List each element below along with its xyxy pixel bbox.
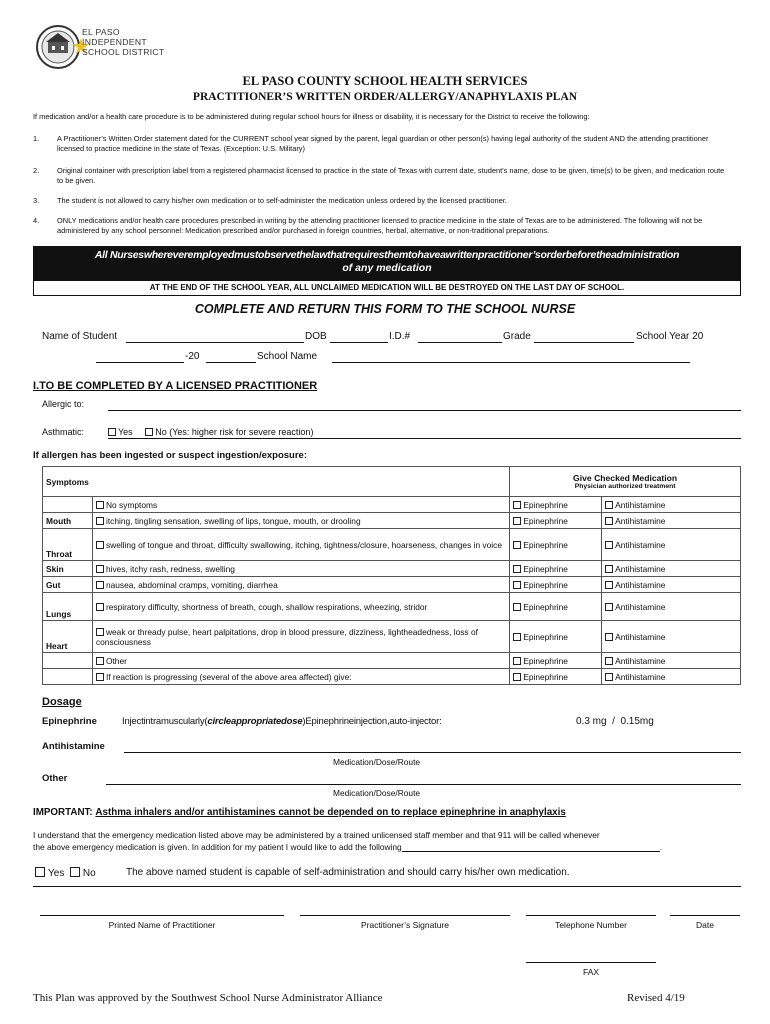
printed-name-field[interactable] (40, 915, 284, 916)
fax-field[interactable] (526, 962, 656, 963)
other-dosage-field[interactable] (106, 784, 741, 785)
asthmatic-yes-checkbox[interactable] (108, 428, 116, 436)
epinephrine-cell: Epinephrine (510, 621, 602, 653)
symptom-checkbox[interactable] (96, 517, 104, 525)
school-year-field-start[interactable] (96, 362, 184, 363)
antihistamine-checkbox[interactable] (605, 657, 613, 665)
self-admin-yes-checkbox[interactable] (35, 867, 45, 877)
symptom-cell: Other (92, 653, 509, 669)
footer-approval: This Plan was approved by the Southwest School Nurse Administrator Alliance (33, 992, 383, 1004)
symptom-checkbox[interactable] (96, 603, 104, 611)
epinephrine-checkbox[interactable] (513, 501, 521, 509)
antihistamine-cell: Antihistamine (602, 497, 741, 513)
unclaimed-medication-notice: AT THE END OF THE SCHOOL YEAR, ALL UNCLAIMED MEDICATION WILL BE DESTROYED ON THE LAST DAY OF SCHOOL. (33, 280, 741, 296)
area-label: Mouth (43, 513, 93, 529)
symptom-cell: If reaction is progressing (several of the above area affected) give: (92, 669, 509, 685)
antihistamine-checkbox[interactable] (605, 603, 613, 611)
epinephrine-cell: Epinephrine (510, 497, 602, 513)
symptom-cell: hives, itchy rash, redness, swelling (92, 561, 509, 577)
school-name-field[interactable] (332, 362, 690, 363)
signature-caption: Practitioner’s Signature (360, 920, 450, 930)
symptom-checkbox[interactable] (96, 673, 104, 681)
dob-label: DOB (305, 331, 327, 342)
logo-text: EL PASO INDEPENDENT SCHOOL DISTRICT (82, 27, 165, 57)
antihistamine-cell: Antihistamine (602, 561, 741, 577)
nurse-law-banner: All Nurseswhereveremployedmustobservethelawthatrequiresthemtohaveawrittenpractitioner’sorderbeforetheadministration of any medication (33, 246, 741, 280)
med-dose-route-caption-2: Medication/Dose/Route (333, 788, 421, 798)
other-dosage-label: Other (42, 773, 68, 784)
divider (33, 886, 741, 887)
allergic-field[interactable] (108, 410, 741, 411)
antihistamine-checkbox[interactable] (605, 517, 613, 525)
antihistamine-cell: Antihistamine (602, 669, 741, 685)
allergic-label: Allergic to: (42, 399, 85, 409)
symptom-checkbox[interactable] (96, 581, 104, 589)
intro-text: If medication and/or a health care procedure is to be administered during regular school hours for illness or disability, it is necessary for the District to receive the following: (33, 112, 590, 121)
symptom-checkbox[interactable] (96, 501, 104, 509)
antihistamine-checkbox[interactable] (605, 565, 613, 573)
epinephrine-cell: Epinephrine (510, 669, 602, 685)
fax-caption: FAX (582, 967, 600, 977)
give-medication-header: Give Checked Medication Physician authorized treatment (510, 467, 741, 497)
antihistamine-checkbox[interactable] (605, 541, 613, 549)
date-field[interactable] (670, 915, 740, 916)
item-number: 1. (33, 134, 40, 143)
school-year-field-end[interactable] (206, 362, 256, 363)
signature-field[interactable] (300, 915, 510, 916)
item-number: 4. (33, 216, 40, 225)
self-admin-yes-label: Yes (48, 868, 65, 879)
item-text: Original container with prescription label from a registered pharmacist licensed to practice in the state of Texas with current date, student’s name, dose to be given, time(s) to be given, and medication route to be given. (57, 166, 725, 185)
area-label (43, 669, 93, 685)
symptom-cell: weak or thready pulse, heart palpitations, drop in blood pressure, dizziness, lightheadedness, loss of consciousness (92, 621, 509, 653)
epinephrine-checkbox[interactable] (513, 565, 521, 573)
date-caption: Date (696, 920, 714, 930)
form-title: EL PASO COUNTY SCHOOL HEALTH SERVICES (242, 74, 528, 88)
area-label: Gut (43, 577, 93, 593)
area-label: Lungs (43, 593, 93, 621)
antihistamine-cell: Antihistamine (602, 653, 741, 669)
asthmatic-options (108, 427, 741, 439)
med-dose-route-caption: Medication/Dose/Route (333, 757, 421, 767)
student-name-label: Name of Student (42, 331, 118, 342)
form-subtitle: PRACTITIONER’S WRITTEN ORDER/ALLERGY/ANAPHYLAXIS PLAN (192, 91, 578, 103)
item-text: A Practitioner’s Written Order statement dated for the CURRENT school year signed by the parent, legal guardian or other person(s) having legal authority of the student AND the attending practitioner licensed to practice medicine in the state of Texas. (Exception: U.S. Military) (57, 134, 709, 153)
symptom-checkbox[interactable] (96, 541, 104, 549)
item-text: The student is not allowed to carry his/her own medication or to self-administer the medication unless ordered by the licensed practitioner. (57, 196, 507, 205)
complete-return-heading: COMPLETE AND RETURN THIS FORM TO THE SCHOOL NURSE (194, 302, 576, 316)
epinephrine-checkbox[interactable] (513, 673, 521, 681)
self-admin-no-label: No (82, 868, 96, 879)
asthmatic-yes-label: Yes (118, 427, 133, 437)
item-number: 3. (33, 196, 40, 205)
id-field[interactable] (418, 342, 502, 343)
symptoms-header: Symptoms (43, 467, 510, 497)
additional-instructions-field[interactable] (402, 851, 660, 852)
area-label: Throat (43, 529, 93, 561)
area-label: Skin (43, 561, 93, 577)
printed-name-caption: Printed Name of Practitioner (108, 920, 216, 930)
epinephrine-cell: Epinephrine (510, 653, 602, 669)
symptoms-table (42, 466, 741, 685)
self-admin-no-checkbox[interactable] (70, 867, 80, 877)
epinephrine-checkbox[interactable] (513, 633, 521, 641)
school-year-label: School Year 20 (636, 331, 704, 342)
epinephrine-checkbox[interactable] (513, 603, 521, 611)
student-name-field[interactable] (126, 342, 304, 343)
symptom-cell: nausea, abdominal cramps, vomiting, diarrhea (92, 577, 509, 593)
antihistamine-cell: Antihistamine (602, 513, 741, 529)
epinephrine-dose-options[interactable]: 0.3 mg / 0.15mg (576, 716, 654, 727)
asthmatic-no-checkbox[interactable] (145, 428, 153, 436)
epinephrine-cell: Epinephrine (510, 561, 602, 577)
footer-revised: Revised 4/19 (627, 992, 685, 1004)
antihistamine-cell: Antihistamine (602, 621, 741, 653)
antihistamine-dosage-field[interactable] (124, 752, 741, 753)
symptom-checkbox[interactable] (96, 657, 104, 665)
telephone-field[interactable] (526, 915, 656, 916)
important-note: IMPORTANT: Asthma inhalers and/or antihistamines cannot be depended on to replace epinephrine in anaphylaxis (33, 807, 566, 818)
id-label: I.D.# (389, 331, 411, 342)
antihistamine-cell: Antihistamine (602, 577, 741, 593)
symptom-cell: itching, tingling sensation, swelling of lips, tongue, mouth, or drooling (92, 513, 509, 529)
grade-field[interactable] (534, 342, 634, 343)
epinephrine-checkbox[interactable] (513, 517, 521, 525)
symptom-cell: respiratory difficulty, shortness of breath, cough, shallow respirations, wheezing, stridor (92, 593, 509, 621)
antihistamine-checkbox[interactable] (605, 501, 613, 509)
dob-field[interactable] (330, 342, 388, 343)
epinephrine-checkbox[interactable] (513, 581, 521, 589)
antihistamine-dosage-label: Antihistamine (42, 741, 105, 752)
area-label: Heart (43, 621, 93, 653)
symptom-checkbox[interactable] (96, 565, 104, 573)
area-label (43, 497, 93, 513)
area-label (43, 653, 93, 669)
epinephrine-dosage-text: Injectintramuscularly(circleappropriatedose)Epinephrineinjection,auto-injector: (122, 716, 442, 727)
epinephrine-dosage-label: Epinephrine (42, 716, 97, 727)
antihistamine-cell: Antihistamine (602, 529, 741, 561)
antihistamine-cell: Antihistamine (602, 593, 741, 621)
asthmatic-no-label: No (Yes: higher risk for severe reaction) (155, 427, 314, 437)
epinephrine-cell: Epinephrine (510, 529, 602, 561)
school-year-sep: -20 (185, 351, 200, 362)
epinephrine-cell: Epinephrine (510, 577, 602, 593)
antihistamine-checkbox[interactable] (605, 633, 613, 641)
school-name-label: School Name (257, 351, 318, 362)
epinephrine-checkbox[interactable] (513, 541, 521, 549)
ingestion-heading: If allergen has been ingested or suspect ingestion/exposure: (33, 450, 307, 461)
symptom-cell: swelling of tongue and throat, difficulty swallowing, itching, tightness/closure, hoarseness, changes in voice (92, 529, 509, 561)
asthmatic-label: Asthmatic: (42, 427, 85, 437)
epinephrine-cell: Epinephrine (510, 513, 602, 529)
self-admin-row (35, 867, 96, 879)
epinephrine-checkbox[interactable] (513, 657, 521, 665)
item-number: 2. (33, 166, 40, 175)
section-heading-practitioner: I.TO BE COMPLETED BY A LICENSED PRACTITIONER (33, 380, 318, 392)
epinephrine-cell: Epinephrine (510, 593, 602, 621)
antihistamine-checkbox[interactable] (605, 581, 613, 589)
telephone-caption: Telephone Number (555, 920, 627, 930)
item-text: ONLY medications and/or health care procedures prescribed in writing by the attending practitioner licensed to practice medicine in the state of Texas are to be administered. The following will not be administered by any school personnel: Medication prescribed and/or purchased in foreign countries, herbal, alternative, or non-traditional preparations. (57, 216, 703, 235)
symptom-checkbox[interactable] (96, 628, 104, 636)
antihistamine-checkbox[interactable] (605, 673, 613, 681)
understanding-statement: I understand that the emergency medication listed above may be administered by a trained unlicensed staff member and that 911 will be called whenever the above emergency medication is given. In addition for my patient I would like to add the following . (33, 830, 663, 852)
dosage-heading: Dosage (42, 696, 82, 708)
symptom-cell: No symptoms (92, 497, 509, 513)
self-admin-text: The above named student is capable of self-administration and should carry his/her own medication. (126, 867, 570, 878)
grade-label: Grade (503, 331, 531, 342)
